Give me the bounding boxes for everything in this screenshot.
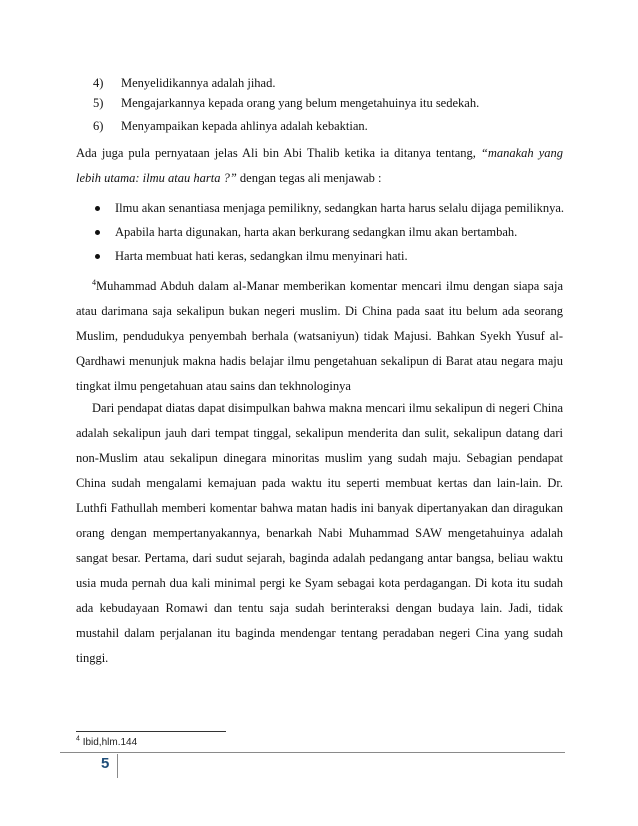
footnote-number: 4	[76, 735, 80, 743]
footer-vertical-divider	[117, 754, 118, 778]
bullet-icon	[95, 230, 100, 235]
footnote-text: Ibid,hlm.144	[82, 737, 138, 748]
paragraph-text: dengan tegas ali menjawab :	[236, 171, 382, 185]
paragraph-text: Muhammad Abduh dalam al-Manar memberikan komentar mencari ilmu dengan siapa saja atau darimana saja sekalipun bukan negeri muslim. Di China pada saat itu belum ada seorang Muslim, pendudukya penyembah berhala (watsaniyun) tidak Majusi. Bahkan Syekh Yusuf al-Qardhawi menunjuk makna hadis belajar ilmu pengetahuan sekalipun di Barat atau negara maju tingkat ilmu pengetahuan atau sains dan tekhnologinya	[76, 279, 563, 393]
footer-divider	[60, 752, 565, 753]
list-number: 6)	[93, 119, 104, 133]
paragraph-abduh	[76, 274, 563, 399]
paragraph-text: Ada juga pula pernyataan jelas Ali bin Abi Thalib ketika ia ditanya tentang,	[76, 146, 481, 160]
bullet-item	[95, 225, 517, 240]
paragraph-conclusion	[76, 396, 563, 671]
bullet-text: Harta membuat hati keras, sedangkan ilmu menyinari hati.	[115, 249, 408, 263]
bullet-icon	[95, 206, 100, 211]
quote-text: “manakah yang lebih utama: ilmu atau harta ?”	[76, 146, 564, 185]
footnote-divider	[76, 731, 226, 732]
paragraph-ali	[76, 141, 563, 191]
list-text: Menyelidikannya adalah jihad.	[121, 76, 276, 90]
paragraph-text: Dari pendapat diatas dapat disimpulkan bahwa makna mencari ilmu sekalipun di negeri China adalah sekalipun jauh dari tempat tinggal, sekalipun menderita dan sulit, sekalipun datang dari non-Muslim atau sekalipun dinegara minoritas muslim yang sudah maju. Sebagian pendapat China sudah mengalami kemajuan pada waktu itu seperti membuat kertas dan lain-lain. Dr. Luthfi Fathullah memberi komentar bahwa matan hadis ini banyak dipertanyakan dan diragukan orang dengan mempertanyakannya, benarkah Nabi Muhammad SAW mengetahuinya adalah sangat besar. Pertama, dari sudut sejarah, baginda adalah pedangang antar bangsa, beliau waktu usia muda pernah dua kali minimal pergi ke Syam sebagai kota perdagangan. Di kota itu sudah ada kebudayaan Romawi dan tentu saja sudah berinteraksi dengan budaya lain. Jadi, tidak mustahil dalam perjalanan itu baginda mendengar tentang peradaban negeri Cina yang sudah tinggi.	[76, 401, 563, 665]
bullet-text: Apabila harta digunakan, harta akan berkurang sedangkan ilmu akan bertambah.	[115, 225, 518, 239]
bullet-icon	[95, 254, 100, 259]
list-text: Mengajarkannya kepada orang yang belum mengetahuinya itu sedekah.	[121, 96, 480, 110]
page-number: 5	[101, 755, 110, 772]
bullet-item	[95, 249, 408, 264]
footnote	[76, 737, 137, 748]
list-number: 5)	[93, 96, 104, 110]
list-number: 4)	[93, 76, 104, 90]
bullet-text: Ilmu akan senantiasa menjaga pemilikny, sedangkan harta harus selalu dijaga pemiliknya.	[115, 201, 565, 215]
list-text: Menyampaikan kepada ahlinya adalah kebaktian.	[121, 119, 368, 133]
bullet-item	[95, 201, 564, 216]
footnote-ref: 4	[92, 277, 96, 287]
